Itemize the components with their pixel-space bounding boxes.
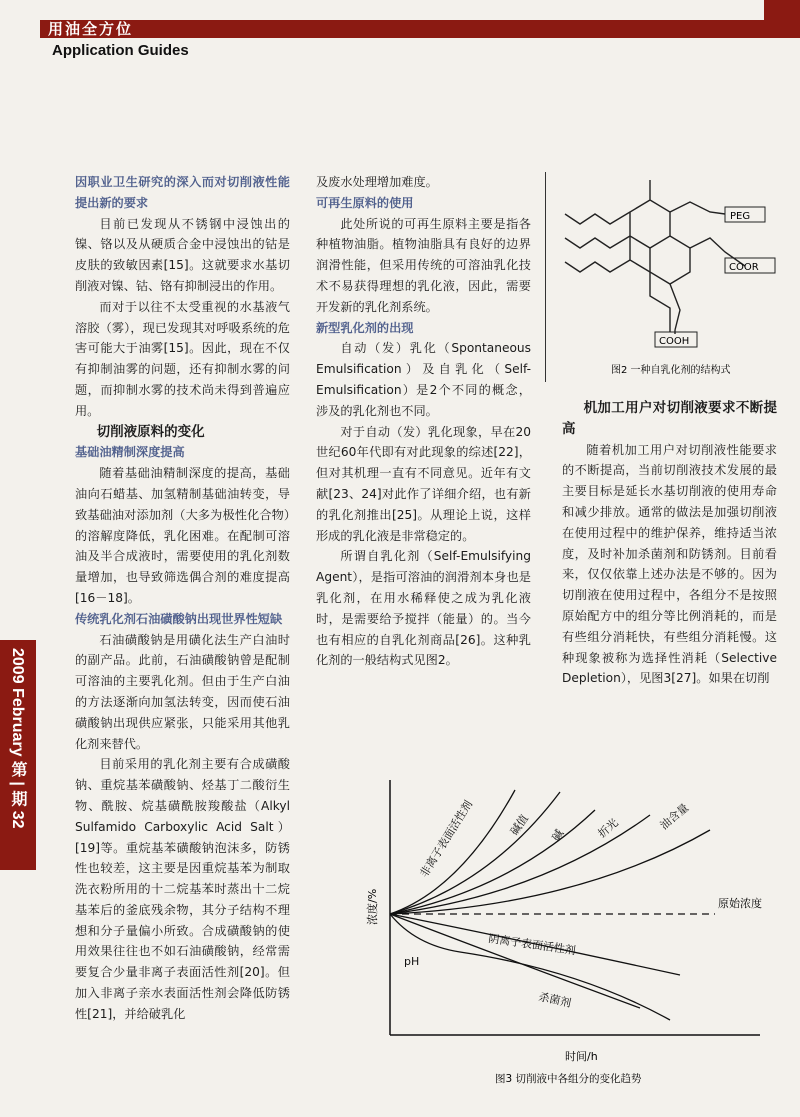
series-label-4: 油含量	[657, 801, 692, 833]
paragraph: 自动（发）乳化（Spontaneous Emulsification）及自乳化（Self-Emulsification）是2个不同的概念，涉及的乳化剂也不同。	[316, 341, 531, 418]
column-2	[316, 172, 531, 671]
reference-line-label: 原始浓度	[718, 897, 762, 910]
figure-3-chart	[340, 770, 780, 1100]
subheading: 可再生原料的使用	[316, 195, 414, 210]
column-3	[562, 398, 777, 689]
paragraph: 目前采用的乳化剂主要有合成磺酸钠、重烷基苯磺酸钠、烃基丁二酸衍生物、酰胺、烷基磺酰胺羧酸盐（Alkyl Sulfamido Carboxylic Acid Salt）[19]等。重烷基苯磺酸钠泡沫多，防锈性也较差，这主要是因重烷基苯为制取洗衣粉所用的十二烷基苯时蒸出十二烷基苯后的釜底残余物，其分子结构不理想和分子量偏小所致。合成磺酸钠的使用效果往往也不如石油磺酸钠，经常需要复合少量非离子表面活性剂[20]。但加入非离子亲水表面活性剂会降低防锈性[21]，并给破乳化	[75, 757, 290, 1021]
paragraph: 所谓自乳化剂（Self-Emulsifying Agent），是指可溶油的润滑剂本身也是乳化剂，在用水稀释使之成为乳化液时，是需要给予搅拌（能量）的。当今也有相应的自乳化剂商品[26]。这种乳化剂的一般结构式见图2。	[316, 549, 531, 668]
figure-2-caption: 图2 一种自乳化剂的结构式	[611, 365, 731, 376]
section-subtitle: Application Guides	[52, 42, 189, 59]
paragraph: 而对于以往不太受重视的水基液气溶胶（雾），现已发现其对呼吸系统的危害可能大于油雾[15]。因此，现在不仅有抑制油雾的问题，还有抑制水雾的问题，而抑制水雾的技术尚未得到普遍应用。	[75, 299, 290, 418]
paragraph: 此处所说的可再生原料主要是指各种植物油脂。植物油脂具有良好的边界润滑性能，但采用传统的可溶油乳化技术不易获得理想的乳化液，因此，需要开发新的乳化剂系统。	[316, 216, 531, 314]
paragraph: 石油磺酸钠是用磺化法生产白油时的副产品。此前，石油磺酸钠曾是配制可溶油的主要乳化剂。但由于生产白油的方法逐渐向加氢法转变，因而使石油磺酸钠出现供应紧张，只能采用其他乳化剂来替代。	[75, 632, 290, 751]
coor-label: COOR	[729, 262, 759, 273]
series-label-7: 杀菌剂	[537, 990, 573, 1010]
section-heading: 机加工用户对切削液要求不断提高	[562, 400, 777, 437]
section-title: 用油全方位	[48, 20, 134, 38]
series-label-1: 碱值	[507, 812, 532, 838]
peg-label: PEG	[730, 211, 751, 222]
series-line-7	[390, 914, 640, 1008]
corner-block	[764, 0, 800, 38]
paragraph: 随着机加工用户对切削液性能要求的不断提高，当前切削液技术发展的最主要目标是延长水基切削液的使用寿命和减少排放。通常的做法是加强切削液在使用过程中的维护保养，维持适当浓度，及时补加杀菌剂和防锈剂。目前看来，仅仅依靠上述办法是不够的。因为切削液在使用过程中，各组分不是按照原始配方中的组分等比例消耗的，而是有些组分消耗快，有些组分消耗慢。这种现象被称为选择性消耗（Selective Depletion），见图3[27]。如果在切削	[562, 442, 777, 686]
subheading: 基础油精制深度提高	[75, 445, 185, 460]
figure-3-caption: 图3 切削液中各组分的变化趋势	[495, 1073, 642, 1085]
subheading: 新型乳化剂的出现	[316, 320, 414, 335]
column-rule	[545, 172, 546, 382]
subheading: 因职业卫生研究的深入而对切削液性能提出新的要求	[75, 175, 290, 210]
column-1	[75, 172, 290, 1025]
series-label-2: 碱	[549, 827, 567, 844]
series-label-0: 非离子表面活性剂	[417, 798, 476, 880]
paragraph: 对于自动（发）乳化现象，早在20世纪60年代即有对此现象的综述[22]，但对其机理一直有不同意见。近年有文献[23、24]对此作了详细介绍，也有新的乳化剂推出[25]。从理论上说，这样形成的乳化液是非常稳定的。	[316, 424, 531, 543]
figure-2-structure	[555, 170, 790, 380]
series-label-3: 折光	[595, 816, 621, 841]
paragraph: 目前已发现从不锈钢中浸蚀出的镍、铬以及从硬质合金中浸蚀出的钴是皮肤的致敏因素[15]。这就要求水基切削液对镍、钴、铬有抑制浸出的作用。	[75, 216, 290, 293]
y-axis-label: 浓度/%	[366, 888, 379, 925]
paragraph: 随着基础油精制深度的提高，基础油向石蜡基、加氢精制基础油转变，导致基础油对添加剂（大多为极性化合物）的溶解度降低，乳化困难。在配制可溶油及半合成液时，需要使用的乳化剂数量增加，也导致筛选偶合剂的难度提高[16－18]。	[75, 466, 290, 605]
section-heading: 切削液原料的变化	[96, 423, 205, 440]
subheading: 传统乳化剂石油磺酸钠出现世界性短缺	[75, 611, 283, 626]
paragraph: 及废水处理增加难度。	[316, 175, 438, 189]
cooh-label: COOH	[659, 336, 690, 347]
x-axis-label: 时间/h	[565, 1050, 598, 1063]
series-label-5: 阴离子表面活性剂	[487, 932, 577, 958]
series-line-0	[390, 790, 515, 914]
series-label-6: pH	[404, 955, 420, 968]
header-bar	[40, 20, 800, 38]
issue-label: 2009 February 第 | 期 32	[9, 648, 26, 829]
